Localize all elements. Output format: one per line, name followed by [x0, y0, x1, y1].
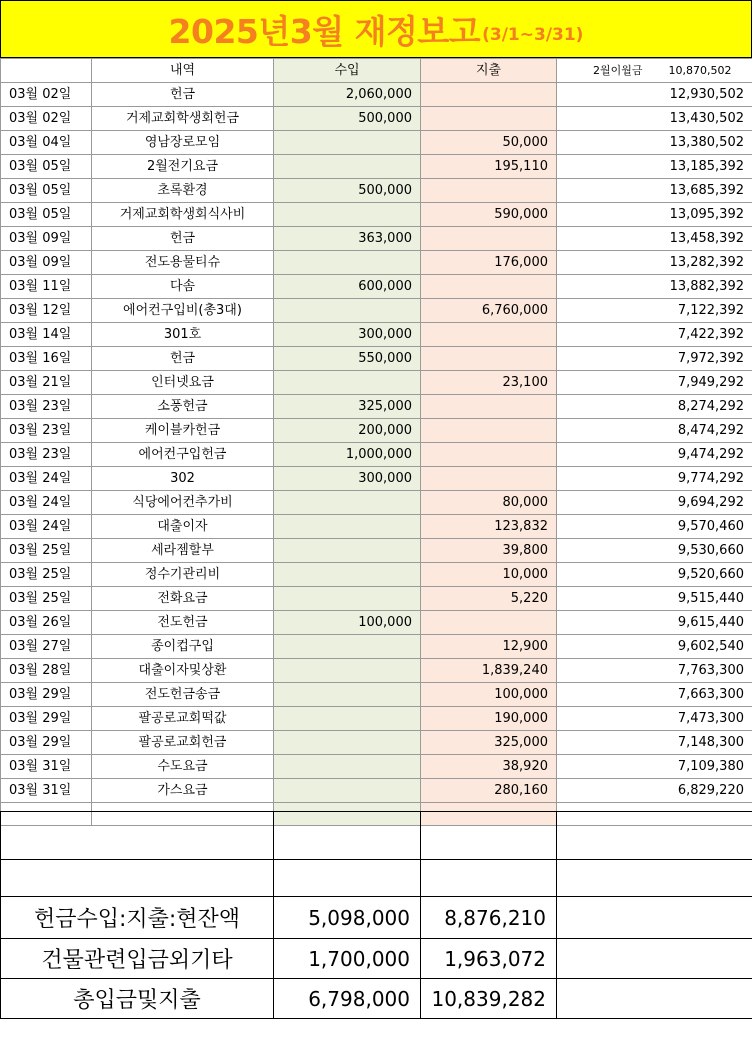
balance-cell[interactable]: 9,515,440: [557, 587, 752, 611]
summary-label[interactable]: 건물관련입금외기타: [1, 939, 274, 979]
header-balance-cell[interactable]: [557, 59, 752, 83]
desc-cell[interactable]: 영남장로모임: [92, 131, 274, 155]
date-cell[interactable]: 03월 23일: [1, 443, 92, 467]
ledger-row: [1, 443, 752, 467]
balance-cell[interactable]: 9,530,660: [557, 539, 752, 563]
summary-blank[interactable]: [557, 939, 752, 979]
desc-cell[interactable]: 전도헌금송금: [92, 683, 274, 707]
desc-cell[interactable]: 케이블카헌금: [92, 419, 274, 443]
date-cell[interactable]: 03월 29일: [1, 731, 92, 755]
date-cell[interactable]: 03월 05일: [1, 179, 92, 203]
summary-expense[interactable]: 10,839,282: [421, 979, 557, 1019]
balance-cell[interactable]: 7,663,300: [557, 683, 752, 707]
income-cell[interactable]: [274, 491, 421, 515]
balance-cell[interactable]: 7,422,392: [557, 323, 752, 347]
date-cell[interactable]: 03월 29일: [1, 683, 92, 707]
expense-cell[interactable]: 50,000: [421, 131, 557, 155]
date-cell[interactable]: 03월 23일: [1, 419, 92, 443]
desc-cell[interactable]: 대출이자: [92, 515, 274, 539]
desc-cell[interactable]: 거제교회학생회식사비: [92, 203, 274, 227]
income-cell[interactable]: 500,000: [274, 179, 421, 203]
income-cell[interactable]: 363,000: [274, 227, 421, 251]
expense-cell[interactable]: [421, 179, 557, 203]
date-cell[interactable]: 03월 24일: [1, 467, 92, 491]
expense-cell[interactable]: 100,000: [421, 683, 557, 707]
date-cell[interactable]: 03월 21일: [1, 371, 92, 395]
expense-cell[interactable]: [421, 227, 557, 251]
income-cell[interactable]: [274, 203, 421, 227]
summary-spacer-row: [1, 812, 752, 860]
income-cell[interactable]: 2,060,000: [274, 83, 421, 107]
summary-label[interactable]: 헌금수입:지출:현잔액: [1, 897, 274, 939]
expense-cell[interactable]: [421, 347, 557, 371]
income-cell[interactable]: [274, 299, 421, 323]
balance-cell[interactable]: 7,972,392: [557, 347, 752, 371]
date-cell[interactable]: 03월 26일: [1, 611, 92, 635]
income-cell[interactable]: [274, 539, 421, 563]
ledger-row: [1, 299, 752, 323]
ledger-row: [1, 131, 752, 155]
income-cell[interactable]: [274, 251, 421, 275]
ledger-row: [1, 563, 752, 587]
income-cell[interactable]: [274, 707, 421, 731]
desc-cell[interactable]: 전도헌금: [92, 611, 274, 635]
ledger-row: [1, 539, 752, 563]
expense-cell[interactable]: [421, 323, 557, 347]
balance-cell[interactable]: 7,763,300: [557, 659, 752, 683]
expense-cell[interactable]: [421, 419, 557, 443]
empty-cell[interactable]: [557, 860, 752, 897]
expense-cell[interactable]: 23,100: [421, 371, 557, 395]
desc-cell[interactable]: 인터넷요금: [92, 371, 274, 395]
ledger-row: [1, 515, 752, 539]
income-cell[interactable]: [274, 731, 421, 755]
balance-cell[interactable]: 13,095,392: [557, 203, 752, 227]
income-cell[interactable]: [274, 779, 421, 803]
ledger-row: [1, 587, 752, 611]
balance-cell[interactable]: 13,430,502: [557, 107, 752, 131]
summary-expense[interactable]: 8,876,210: [421, 897, 557, 939]
date-cell[interactable]: 03월 23일: [1, 395, 92, 419]
desc-cell[interactable]: 거제교회학생회헌금: [92, 107, 274, 131]
expense-cell[interactable]: 325,000: [421, 731, 557, 755]
income-cell[interactable]: 1,000,000: [274, 443, 421, 467]
income-cell[interactable]: 100,000: [274, 611, 421, 635]
income-cell[interactable]: [274, 587, 421, 611]
ledger-row: [1, 491, 752, 515]
balance-cell[interactable]: 9,774,292: [557, 467, 752, 491]
ledger-row: [1, 683, 752, 707]
income-cell[interactable]: 325,000: [274, 395, 421, 419]
expense-cell[interactable]: 12,900: [421, 635, 557, 659]
date-cell[interactable]: 03월 14일: [1, 323, 92, 347]
header-income-cell[interactable]: 수입: [274, 59, 421, 83]
income-cell[interactable]: [274, 563, 421, 587]
expense-cell[interactable]: [421, 107, 557, 131]
desc-cell[interactable]: 헌금: [92, 83, 274, 107]
expense-cell[interactable]: [421, 275, 557, 299]
summary-expense[interactable]: 1,963,072: [421, 939, 557, 979]
report-title-bar[interactable]: [0, 0, 752, 58]
desc-cell[interactable]: 302: [92, 467, 274, 491]
ledger-row: [1, 707, 752, 731]
summary-table: [0, 811, 752, 1019]
income-cell[interactable]: 300,000: [274, 467, 421, 491]
ledger-row: [1, 83, 752, 107]
balance-cell[interactable]: 13,380,502: [557, 131, 752, 155]
income-cell[interactable]: [274, 659, 421, 683]
expense-cell[interactable]: [421, 395, 557, 419]
balance-cell[interactable]: 13,282,392: [557, 251, 752, 275]
desc-cell[interactable]: 식당에어컨추가비: [92, 491, 274, 515]
ledger-row: [1, 179, 752, 203]
balance-cell[interactable]: 13,882,392: [557, 275, 752, 299]
ledger-row: [1, 467, 752, 491]
date-cell[interactable]: 03월 25일: [1, 587, 92, 611]
date-cell[interactable]: 03월 28일: [1, 659, 92, 683]
balance-cell[interactable]: 13,458,392: [557, 227, 752, 251]
summary-empty-row: [1, 860, 752, 897]
income-cell[interactable]: [274, 683, 421, 707]
desc-cell[interactable]: 팔공로교회헌금: [92, 731, 274, 755]
summary-row-total: [1, 979, 752, 1019]
balance-cell[interactable]: 9,602,540: [557, 635, 752, 659]
date-cell[interactable]: 03월 02일: [1, 83, 92, 107]
balance-cell[interactable]: 6,829,220: [557, 779, 752, 803]
date-cell[interactable]: 03월 05일: [1, 203, 92, 227]
header-row: [1, 59, 752, 83]
date-cell[interactable]: 03월 25일: [1, 563, 92, 587]
ledger-row: [1, 395, 752, 419]
income-cell[interactable]: 300,000: [274, 323, 421, 347]
ledger-row: [1, 155, 752, 179]
desc-cell[interactable]: 수도요금: [92, 755, 274, 779]
balance-cell[interactable]: 13,185,392: [557, 155, 752, 179]
balance-cell[interactable]: 7,122,392: [557, 299, 752, 323]
spacer-cell[interactable]: [1, 812, 274, 860]
spacer-cell[interactable]: [274, 812, 421, 860]
ledger-row: [1, 755, 752, 779]
ledger-row: [1, 275, 752, 299]
ledger-row: [1, 611, 752, 635]
date-cell[interactable]: 03월 16일: [1, 347, 92, 371]
balance-cell[interactable]: 9,615,440: [557, 611, 752, 635]
desc-cell[interactable]: 팔공로교회떡값: [92, 707, 274, 731]
expense-cell[interactable]: 6,760,000: [421, 299, 557, 323]
date-cell[interactable]: 03월 31일: [1, 755, 92, 779]
empty-cell[interactable]: [421, 860, 557, 897]
empty-cell[interactable]: [274, 860, 421, 897]
desc-cell[interactable]: 에어컨구입비(총3대): [92, 299, 274, 323]
expense-cell[interactable]: 280,160: [421, 779, 557, 803]
summary-income[interactable]: 5,098,000: [274, 897, 421, 939]
header-desc-cell[interactable]: 내역: [92, 59, 274, 83]
balance-cell[interactable]: 7,109,380: [557, 755, 752, 779]
header-expense-cell[interactable]: 지출: [421, 59, 557, 83]
date-cell[interactable]: 03월 27일: [1, 635, 92, 659]
desc-cell[interactable]: 전도용물티슈: [92, 251, 274, 275]
report-date-range: (3/1~3/31): [482, 25, 584, 45]
summary-label[interactable]: 총입금및지출: [1, 979, 274, 1019]
date-cell[interactable]: 03월 11일: [1, 275, 92, 299]
ledger-row: [1, 659, 752, 683]
ledger-row: [1, 371, 752, 395]
balance-cell[interactable]: 9,694,292: [557, 491, 752, 515]
summary-blank[interactable]: [557, 897, 752, 939]
expense-cell[interactable]: 39,800: [421, 539, 557, 563]
date-cell[interactable]: 03월 29일: [1, 707, 92, 731]
ledger-row: [1, 203, 752, 227]
expense-cell[interactable]: 80,000: [421, 491, 557, 515]
ledger-row: [1, 323, 752, 347]
desc-cell[interactable]: 세라젬할부: [92, 539, 274, 563]
ledger-row: [1, 107, 752, 131]
spacer-cell[interactable]: [557, 812, 752, 860]
desc-cell[interactable]: 가스요금: [92, 779, 274, 803]
desc-cell[interactable]: 정수기관리비: [92, 563, 274, 587]
ledger-row: [1, 251, 752, 275]
desc-cell[interactable]: 헌금: [92, 347, 274, 371]
ledger-row: [1, 227, 752, 251]
desc-cell[interactable]: 301호: [92, 323, 274, 347]
summary-row-building: [1, 939, 752, 979]
balance-cell[interactable]: 9,520,660: [557, 563, 752, 587]
expense-cell[interactable]: [421, 443, 557, 467]
summary-row-cash: [1, 897, 752, 939]
desc-cell[interactable]: 전화요금: [92, 587, 274, 611]
balance-cell[interactable]: 7,949,292: [557, 371, 752, 395]
expense-cell[interactable]: 590,000: [421, 203, 557, 227]
income-cell[interactable]: 600,000: [274, 275, 421, 299]
desc-cell[interactable]: 종이컵구입: [92, 635, 274, 659]
ledger-row: [1, 635, 752, 659]
balance-cell[interactable]: 8,474,292: [557, 419, 752, 443]
balance-cell[interactable]: 13,685,392: [557, 179, 752, 203]
balance-cell[interactable]: 9,570,460: [557, 515, 752, 539]
desc-cell[interactable]: 2월전기요금: [92, 155, 274, 179]
summary-blank[interactable]: [557, 979, 752, 1019]
income-cell[interactable]: [274, 131, 421, 155]
report-title: 2025년3월 재정보고: [168, 11, 481, 51]
income-cell[interactable]: 550,000: [274, 347, 421, 371]
desc-cell[interactable]: 다솜: [92, 275, 274, 299]
income-cell[interactable]: 200,000: [274, 419, 421, 443]
balance-cell[interactable]: 7,473,300: [557, 707, 752, 731]
balance-cell[interactable]: 9,474,292: [557, 443, 752, 467]
ledger-row: [1, 731, 752, 755]
income-cell[interactable]: [274, 515, 421, 539]
balance-cell[interactable]: 8,274,292: [557, 395, 752, 419]
expense-cell[interactable]: [421, 611, 557, 635]
balance-cell[interactable]: 12,930,502: [557, 83, 752, 107]
date-cell[interactable]: 03월 24일: [1, 491, 92, 515]
expense-cell[interactable]: 123,832: [421, 515, 557, 539]
expense-cell[interactable]: 1,839,240: [421, 659, 557, 683]
date-cell[interactable]: 03월 02일: [1, 107, 92, 131]
expense-cell[interactable]: 10,000: [421, 563, 557, 587]
desc-cell[interactable]: 에어컨구입헌금: [92, 443, 274, 467]
income-cell[interactable]: [274, 371, 421, 395]
date-cell[interactable]: 03월 12일: [1, 299, 92, 323]
expense-cell[interactable]: 38,920: [421, 755, 557, 779]
date-cell[interactable]: 03월 24일: [1, 515, 92, 539]
desc-cell[interactable]: 소풍헌금: [92, 395, 274, 419]
ledger-table: [0, 58, 752, 826]
date-cell[interactable]: 03월 09일: [1, 227, 92, 251]
expense-cell[interactable]: [421, 467, 557, 491]
desc-cell[interactable]: 대출이자및상환: [92, 659, 274, 683]
ledger-row: [1, 347, 752, 371]
empty-cell[interactable]: [1, 860, 274, 897]
expense-cell[interactable]: 5,220: [421, 587, 557, 611]
income-cell[interactable]: [274, 635, 421, 659]
carryover-label: 2월이월금: [593, 64, 643, 77]
date-cell[interactable]: 03월 25일: [1, 539, 92, 563]
income-cell[interactable]: [274, 155, 421, 179]
balance-cell[interactable]: 7,148,300: [557, 731, 752, 755]
date-cell[interactable]: 03월 04일: [1, 131, 92, 155]
desc-cell[interactable]: 초록환경: [92, 179, 274, 203]
summary-income[interactable]: 1,700,000: [274, 939, 421, 979]
carryover-value: 10,870,502: [668, 64, 732, 77]
date-cell[interactable]: 03월 31일: [1, 779, 92, 803]
expense-cell[interactable]: 190,000: [421, 707, 557, 731]
summary-income[interactable]: 6,798,000: [274, 979, 421, 1019]
expense-cell[interactable]: 195,110: [421, 155, 557, 179]
date-cell[interactable]: 03월 05일: [1, 155, 92, 179]
header-date-cell[interactable]: [1, 59, 92, 83]
ledger-row: [1, 779, 752, 803]
expense-cell[interactable]: 176,000: [421, 251, 557, 275]
income-cell[interactable]: [274, 755, 421, 779]
ledger-row: [1, 419, 752, 443]
date-cell[interactable]: 03월 09일: [1, 251, 92, 275]
desc-cell[interactable]: 헌금: [92, 227, 274, 251]
spacer-cell[interactable]: [421, 812, 557, 860]
income-cell[interactable]: 500,000: [274, 107, 421, 131]
expense-cell[interactable]: [421, 83, 557, 107]
